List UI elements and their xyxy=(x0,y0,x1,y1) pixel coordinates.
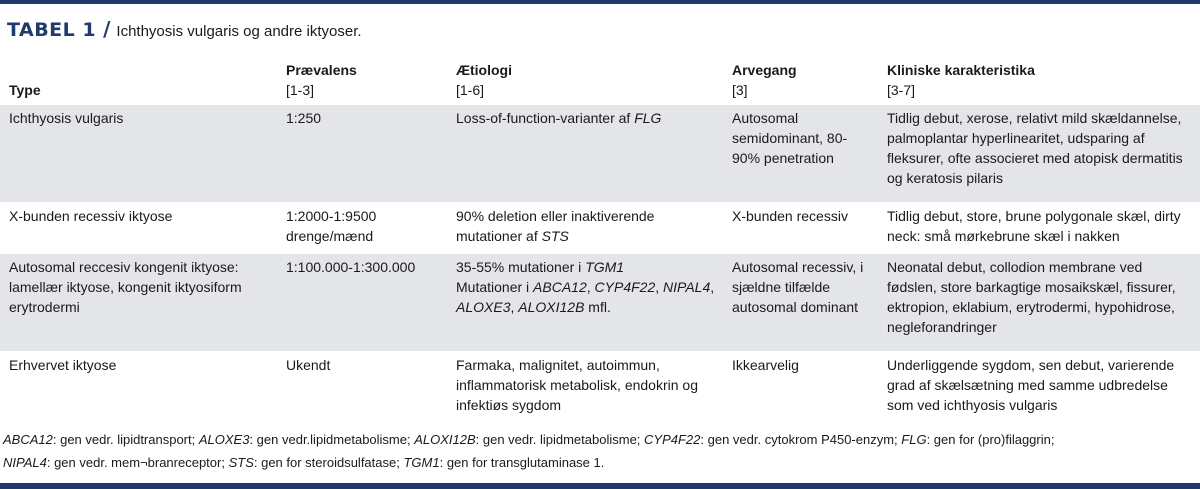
table-header-row xyxy=(0,56,1200,105)
cell-arvegang: X-bunden recessiv xyxy=(723,203,878,254)
cell-arvegang: Autosomal semidominant, 80-90% penetration xyxy=(723,105,878,203)
table-row xyxy=(0,203,1200,254)
cell-kliniske: Underliggende sygdom, sen debut, varierende grad af skælsætning med samme udbredelse som ved ichthyosis vulgaris xyxy=(878,352,1200,426)
cell-prevalens: 1:250 xyxy=(277,105,447,203)
top-rule xyxy=(0,0,1200,4)
cell-aetiologi: 35-55% mutationer i TGM1 Mutationer i ABCA12, CYP4F22, NIPAL4, ALOXE3, ALOXI12B mfl. xyxy=(447,254,723,352)
cell-prevalens: Ukendt xyxy=(277,352,447,426)
cell-prevalens: 1:2000-1:9500 drenge/mænd xyxy=(277,203,447,254)
cell-kliniske: Tidlig debut, xerose, relativt mild skældannelse, palmoplantar hyperlinearitet, udsparing af fleksurer, ofte associeret med atopisk dermatitis og keratosis pilaris xyxy=(878,105,1200,203)
cell-type: Erhvervet iktyose xyxy=(0,352,277,426)
table-row xyxy=(0,105,1200,203)
cell-aetiologi: Loss-of-function-varianter af FLG xyxy=(447,105,723,203)
iktyose-table xyxy=(0,56,1200,426)
cell-type: Ichthyosis vulgaris xyxy=(0,105,277,203)
table-caption: Ichthyosis vulgaris og andre iktyoser. xyxy=(116,23,362,40)
cell-arvegang: Ikkearvelig xyxy=(723,352,878,426)
cell-type: Autosomal reccesiv kongenit iktyose: lamellær iktyose, kongenit iktyosiform erytrodermi xyxy=(0,254,277,352)
bottom-rule xyxy=(0,483,1200,489)
cell-kliniske: Neonatal debut, collodion membrane ved fødslen, store barkagtige mosaikskæl, fissurer, ektropion, eklabium, erytrodermi, hypohidrose, negleforandringer xyxy=(878,254,1200,352)
cell-type: X-bunden recessiv iktyose xyxy=(0,203,277,254)
header-arvegang: Arvegang [3] xyxy=(732,62,797,98)
cell-arvegang: Autosomal recessiv, i sjældne tilfælde autosomal dominant xyxy=(723,254,878,352)
header-prevalens: Prævalens [1-3] xyxy=(286,62,357,98)
cell-kliniske: Tidlig debut, store, brune polygonale skæl, dirty neck: små mørkebrune skæl i nakken xyxy=(878,203,1200,254)
table-row xyxy=(0,352,1200,426)
table-title xyxy=(7,17,362,43)
table-footnote: ABCA12: gen vedr. lipidtransport; ALOXE3: gen vedr.lipidmetabolisme; ALOXI12B: gen vedr. lipidmetabolisme; CYP4F22: gen vedr. cytokrom P450-enzym; FLG: gen for (pro)filaggrin; NIPAL4: gen vedr. mem¬branreceptor; STS: gen for steroidsulfatase; TGM1: gen for transglutaminase 1. xyxy=(3,432,1055,470)
header-type: Type xyxy=(9,82,41,98)
header-kliniske: Kliniske karakteristika [3-7] xyxy=(887,62,1035,98)
title-slash: / xyxy=(103,17,111,41)
cell-aetiologi: Farmaka, malignitet, autoimmun, inflammatorisk metabolisk, endokrin og infektiøs sygdom xyxy=(447,352,723,426)
table-number: TABEL 1 xyxy=(7,19,97,41)
cell-aetiologi: 90% deletion eller inaktiverende mutationer af STS xyxy=(447,203,723,254)
cell-prevalens: 1:100.000-1:300.000 xyxy=(277,254,447,352)
table-row xyxy=(0,254,1200,352)
header-aetiologi: Ætiologi [1-6] xyxy=(456,62,512,98)
